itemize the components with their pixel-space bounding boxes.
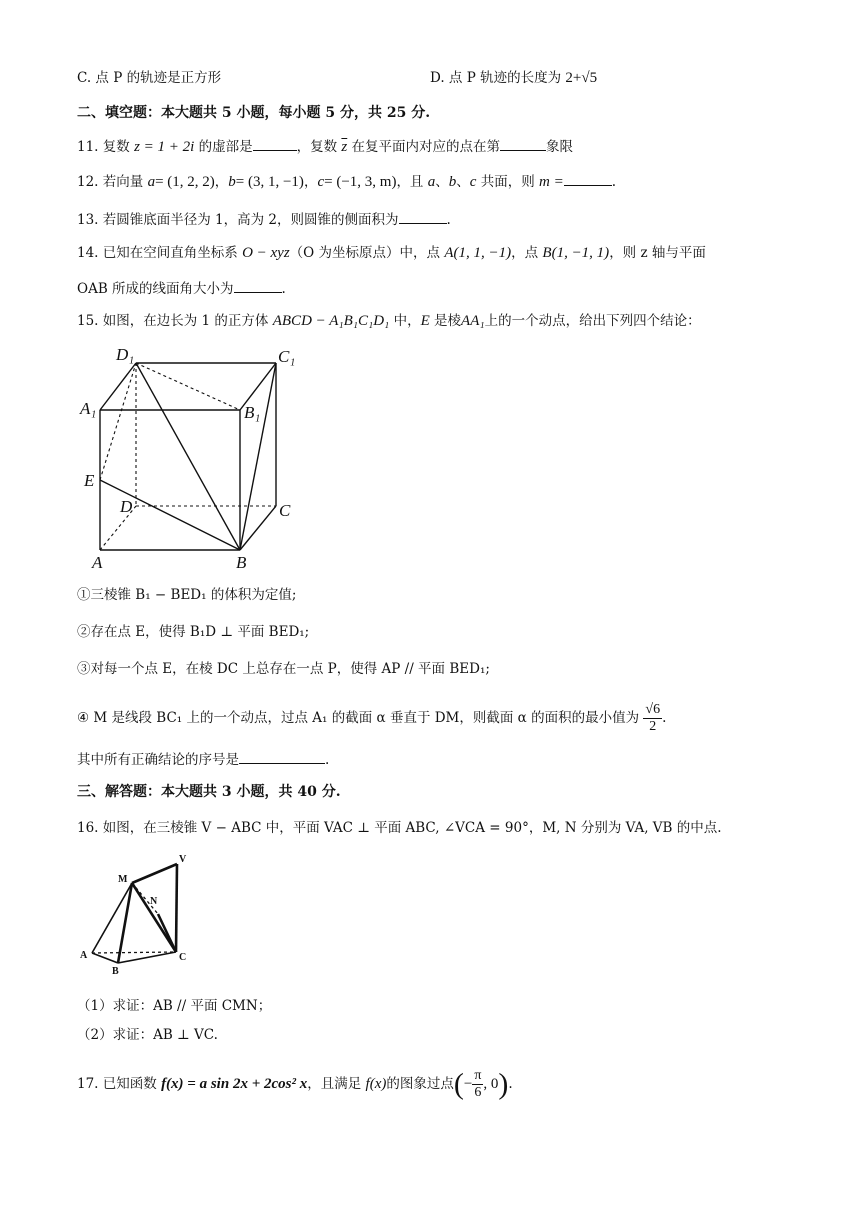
label-d1: D₁ — [116, 345, 135, 364]
answer-blank[interactable] — [564, 171, 612, 186]
answer-blank[interactable] — [253, 136, 297, 151]
label-b1: B₁ — [244, 403, 261, 422]
label-a1: A₁ — [80, 399, 97, 418]
label-a: A — [80, 950, 88, 961]
question-17: 17. 已知函数 f(x) = a sin 2x + 2cos² x，且满足 f(x)的图象过点(− $\frac{\pi}{6}$ , 0). — [77, 1067, 513, 1101]
question-12: 12. 若向量 a= (1, 2, 2)，b= (3, 1, −1)，c= (−1, 3, m)，且 a、b、c 共面，则 m = . — [77, 171, 616, 192]
statement-1: ①三棱锥 B₁ − BED₁ 的体积为定值; — [77, 587, 297, 603]
answer-blank[interactable] — [239, 749, 325, 764]
question-14: 14. 已知在空间直角坐标系 O − xyz（O 为坐标原点）中，点 A(1, 1, −1)，点 B(1, −1, 1)，则 z 轴与平面 — [77, 245, 706, 261]
cube-figure — [78, 340, 308, 572]
question-11: 11. 复数 z = 1 + 2i 的虚部是 ，复数 $\overline{z}$ 在复平面内对应的点在第 象限 — [77, 136, 573, 157]
question-15-ask: 其中所有正确结论的序号是 . — [77, 749, 329, 770]
section-2-title: 二、填空题：本大题共 5 小题，每小题 5 分，共 25 分. — [77, 105, 431, 121]
label-c1: C₁ — [278, 347, 296, 366]
question-16-part-1: （1）求证：AB // 平面 CMN； — [77, 998, 272, 1014]
label-e: E — [84, 471, 95, 490]
label-a: A — [92, 553, 103, 572]
label-b: B — [112, 966, 119, 976]
label-m: M — [118, 874, 128, 885]
statement-4: ④ M 是线段 BC₁ 上的一个动点，过点 A₁ 的截面 α 垂直于 DM，则截面 α 的面积的最小值为 $\frac{√6}{2}$ . — [77, 702, 667, 734]
section-3-title: 三、解答题：本大题共 3 小题，共 40 分. — [77, 784, 341, 800]
statement-2: ②存在点 E，使得 B₁D ⊥ 平面 BED₁; — [77, 624, 310, 640]
statement-3: ③对每一个点 E，在棱 DC 上总存在一点 P，使得 AP // 平面 BED₁; — [77, 661, 490, 677]
option-d: D. 点 P 轨迹的长度为 2+√5 — [430, 70, 598, 86]
question-16: 16. 如图，在三棱锥 V − ABC 中，平面 VAC ⊥ 平面 ABC, ∠VCA = 90°，M, N 分别为 VA, VB 的中点. — [77, 820, 722, 836]
question-13: 13. 若圆锥底面半径为 1，高为 2，则圆锥的侧面积为 . — [77, 209, 451, 230]
label-d: D — [120, 497, 133, 516]
pyramid-figure — [78, 852, 198, 976]
label-n: N — [150, 896, 158, 907]
answer-blank[interactable] — [500, 136, 546, 151]
fraction: $\frac{√6}{2}$ — [645, 702, 661, 734]
option-c: C. 点 P 的轨迹是正方形 — [77, 70, 222, 86]
answer-blank[interactable] — [234, 278, 282, 293]
answer-blank[interactable] — [399, 209, 447, 224]
label-v: V — [179, 854, 187, 865]
label-b: B — [236, 553, 247, 572]
question-14-line-2: OAB 所成的线面角大小为 . — [77, 278, 286, 299]
fraction: $\frac{\pi}{6}$ — [474, 1068, 482, 1100]
question-15: 15. 如图，在边长为 1 的正方体 ABCD − A₁B₁C₁D₁ 中，E 是棱AA₁上的一个动点，给出下列四个结论： — [77, 313, 701, 329]
label-c: C — [279, 501, 291, 520]
question-16-part-2: （2）求证：AB ⊥ VC. — [77, 1027, 218, 1043]
label-c: C — [179, 952, 187, 963]
